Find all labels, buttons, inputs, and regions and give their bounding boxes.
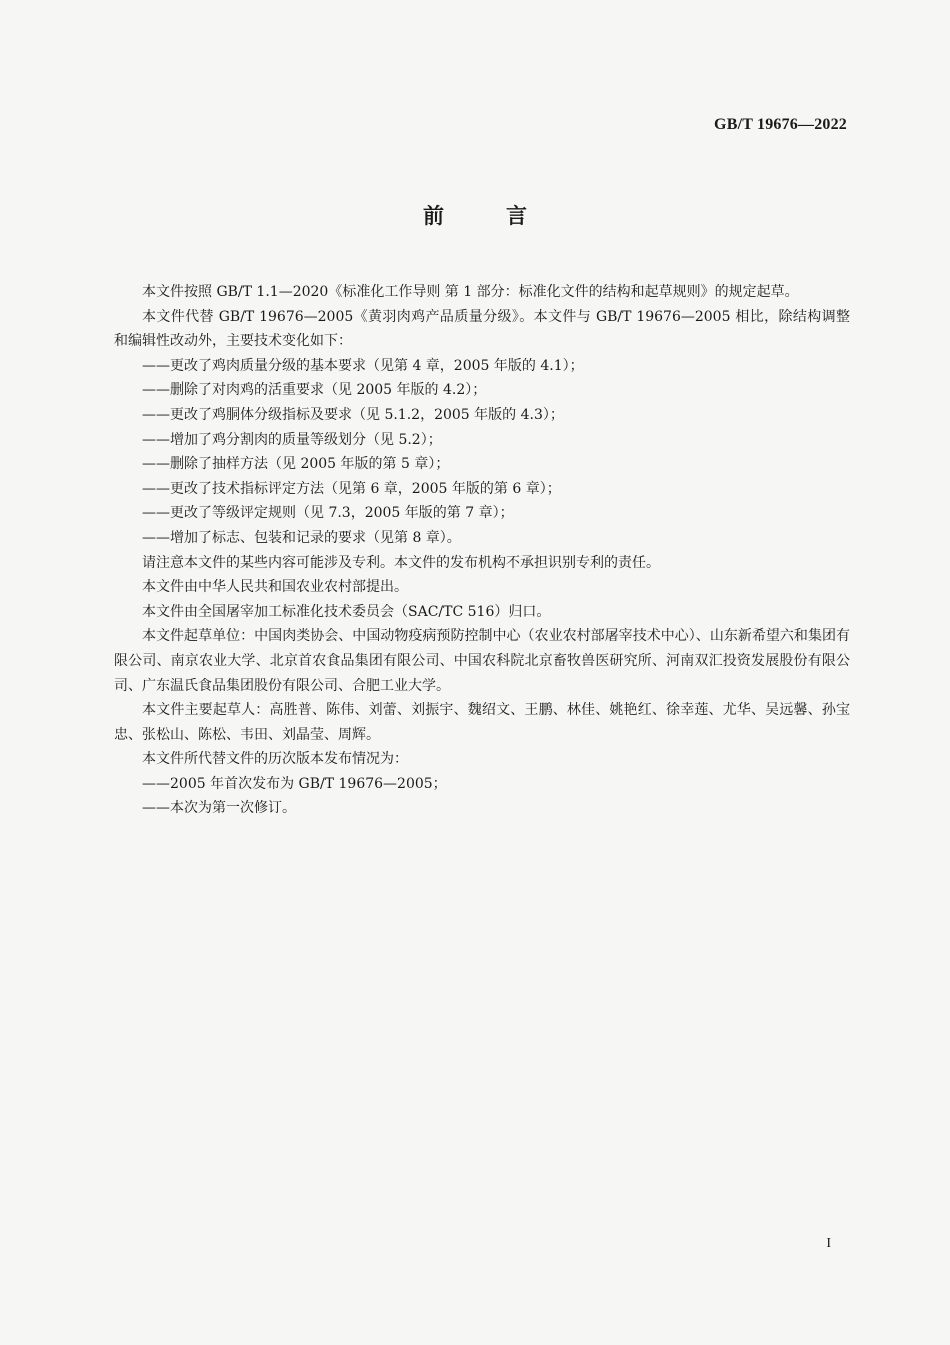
paragraph-history-intro: 本文件所代替文件的历次版本发布情况为：: [142, 751, 408, 768]
paragraph-replacement: 本文件代替 GB/T 19676—2005《黄羽肉鸡产品质量分级》。本文件与 GB/T 19676—2005 相比，除结构调整和编辑性改动外，主要技术变化如下：: [114, 308, 850, 350]
change-item: ——增加了标志、包装和记录的要求（见第 8 章）。: [142, 529, 461, 546]
change-item: ——更改了技术指标评定方法（见第 6 章，2005 年版的第 6 章）；: [142, 480, 561, 497]
paragraph-drafting-units: 本文件起草单位：中国肉类协会、中国动物疫病预防控制中心（农业农村部屠宰技术中心）、山东新希望六和集团有限公司、南京农业大学、北京首农食品集团有限公司、中国农科院北京畜牧兽医研究所、河南双汇投资发展股份有限公司、广东温氏食品集团股份有限公司、合肥工业大学。: [114, 628, 850, 694]
foreword-body: [114, 280, 850, 821]
change-item: ——更改了等级评定规则（见 7.3，2005 年版的第 7 章）；: [142, 505, 514, 522]
paragraph-committee: 本文件由全国屠宰加工标准化技术委员会（SAC/TC 516）归口。: [142, 603, 551, 620]
paragraph-drafters: 本文件主要起草人：高胜普、陈伟、刘蕾、刘振宇、魏绍文、王鹏、林佳、姚艳红、徐幸莲、尤华、吴远馨、孙宝忠、张松山、陈松、韦田、刘晶莹、周辉。: [114, 702, 850, 743]
paragraph-proposer: 本文件由中华人民共和国农业农村部提出。: [142, 579, 408, 596]
change-item: ——增加了鸡分割肉的质量等级划分（见 5.2）；: [142, 431, 442, 448]
change-item: ——更改了鸡肉质量分级的基本要求（见第 4 章，2005 年版的 4.1）；: [142, 357, 584, 374]
paragraph-patent-notice: 请注意本文件的某些内容可能涉及专利。本文件的发布机构不承担识别专利的责任。: [142, 554, 660, 571]
change-item: ——删除了对肉鸡的活重要求（见 2005 年版的 4.2）；: [142, 382, 487, 399]
standard-code: GB/T 19676—2022: [714, 116, 847, 133]
page-number: I: [826, 1236, 831, 1251]
change-item: ——更改了鸡胴体分级指标及要求（见 5.1.2，2005 年版的 4.3）；: [142, 406, 564, 423]
paragraph-drafting-rules: 本文件按照 GB/T 1.1—2020《标准化工作导则 第 1 部分：标准化文件的结构和起草规则》的规定起草。: [142, 284, 799, 300]
change-item: ——删除了抽样方法（见 2005 年版的第 5 章）；: [142, 456, 450, 473]
page-title: 前言: [423, 204, 589, 228]
history-item: ——2005 年首次发布为 GB/T 19676—2005；: [142, 775, 447, 792]
history-item: ——本次为第一次修订。: [142, 800, 296, 817]
